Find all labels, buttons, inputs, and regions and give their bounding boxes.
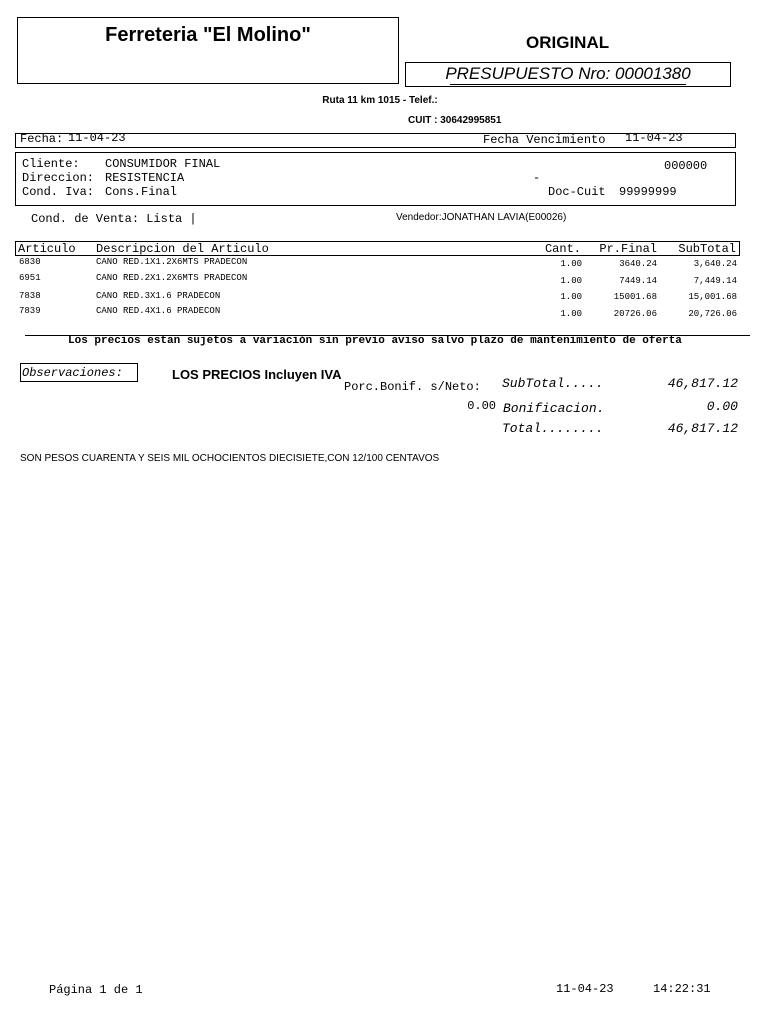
row-descripcion: CANO RED.4X1.6 PRADECON (96, 306, 221, 316)
vencimiento-value: 11-04-23 (625, 131, 683, 145)
total-value: 46,817.12 (667, 421, 738, 436)
row-subtotal: 7,449.14 (693, 276, 737, 286)
doc-label: Doc-Cuit (548, 185, 606, 199)
row-precio: 3640.24 (619, 259, 657, 269)
iva-value: Cons.Final (105, 185, 178, 199)
cliente-value: CONSUMIDOR FINAL (105, 157, 221, 171)
row-precio: 15001.68 (613, 292, 657, 302)
row-subtotal: 3,640.24 (693, 259, 737, 269)
page-indicator: Página 1 de 1 (49, 983, 143, 997)
fecha-value: 11-04-23 (68, 131, 126, 145)
row-articulo: 7839 (19, 306, 41, 316)
direccion-label: Direccion: (22, 171, 95, 185)
amount-in-words: SON PESOS CUARENTA Y SEIS MIL OCHOCIENTOS DIECISIETE,CON 12/100 CENTAVOS (20, 453, 440, 464)
bonificacion-value: 0.00 (706, 399, 738, 414)
store-address: Ruta 11 km 1015 - Telef.: (322, 95, 438, 106)
total-label: Total........ (502, 421, 604, 436)
row-subtotal: 20,726.06 (688, 309, 737, 319)
col-precio: Pr.Final (599, 242, 657, 256)
col-subtotal: SubTotal (678, 242, 736, 256)
row-articulo: 7838 (19, 291, 41, 301)
bonif-percent: 0.00 (467, 399, 496, 413)
row-precio: 7449.14 (619, 276, 657, 286)
vencimiento-label: Fecha Vencimiento (483, 133, 606, 147)
row-cant: 1.00 (560, 276, 582, 286)
subtotal-value: 46,817.12 (667, 376, 738, 391)
row-cant: 1.00 (560, 309, 582, 319)
row-descripcion: CANO RED.3X1.6 PRADECON (96, 291, 221, 301)
direccion-dash: - (533, 171, 541, 185)
cond-venta: Cond. de Venta: Lista | (31, 212, 197, 226)
footer-date: 11-04-23 (556, 982, 614, 996)
quote-number: PRESUPUESTO Nro: 00001380 (445, 64, 691, 83)
quote-underline (450, 84, 686, 85)
store-cuit: CUIT : 30642995851 (408, 115, 502, 126)
row-subtotal: 15,001.68 (688, 292, 737, 302)
col-cant: Cant. (544, 242, 581, 256)
fecha-label: Fecha: (20, 132, 64, 146)
copy-label: ORIGINAL (526, 33, 610, 52)
vendedor: Vendedor:JONATHAN LAVIA(E00026) (396, 212, 567, 223)
row-articulo: 6951 (19, 273, 41, 283)
bonif-label: Porc.Bonif. s/Neto: (344, 380, 481, 394)
price-notice: Los precios estan sujetos a variación sin previo aviso salvo plazo de mantenimiento de oferta (68, 335, 682, 347)
row-descripcion: CANO RED.1X1.2X6MTS PRADECON (96, 257, 248, 267)
row-descripcion: CANO RED.2X1.2X6MTS PRADECON (96, 273, 248, 283)
footer-time: 14:22:31 (653, 982, 711, 996)
row-precio: 20726.06 (613, 309, 657, 319)
observations-value: LOS PRECIOS Incluyen IVA (172, 367, 342, 382)
row-cant: 1.00 (560, 292, 582, 302)
row-articulo: 6830 (19, 257, 41, 267)
col-articulo: Articulo (18, 242, 76, 256)
cliente-label: Cliente: (22, 157, 80, 171)
row-cant: 1.00 (560, 259, 582, 269)
client-code: 000000 (664, 159, 708, 173)
direccion-value: RESISTENCIA (105, 171, 185, 185)
bonificacion-label: Bonificacion. (503, 401, 605, 416)
doc-value: 99999999 (619, 185, 677, 199)
observations-label: Observaciones: (22, 366, 123, 380)
store-name: Ferreteria "El Molino" (105, 24, 311, 46)
col-descripcion: Descripcion del Articulo (96, 242, 269, 256)
iva-label: Cond. Iva: (22, 185, 95, 199)
subtotal-label: SubTotal..... (502, 376, 604, 391)
